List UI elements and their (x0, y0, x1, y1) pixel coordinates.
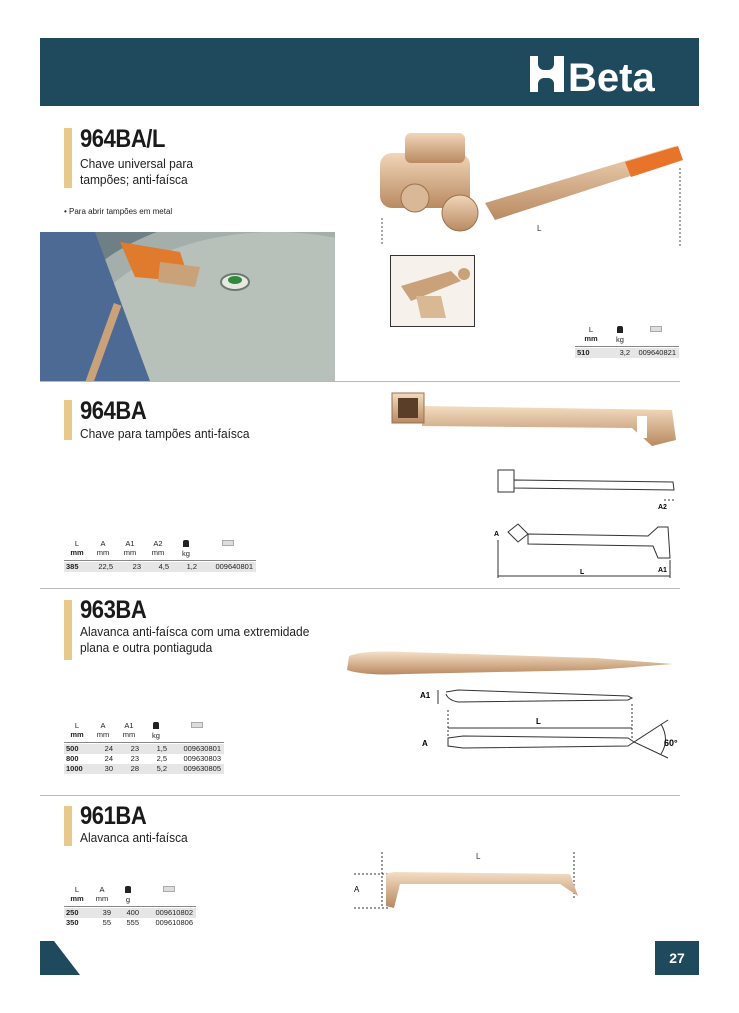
beta-logo (526, 50, 686, 98)
product-code-964bal: 964BA/L (80, 125, 165, 153)
footer-corner-tab (40, 941, 80, 975)
drum-photo (40, 232, 335, 381)
svg-text:A1: A1 (420, 691, 431, 700)
section-divider (40, 795, 680, 796)
dimension-label-l: L (476, 852, 481, 861)
product-image-961ba (350, 848, 580, 914)
svg-text:A: A (494, 531, 500, 538)
feature-bullet: • Para abrir tampões em metal (64, 207, 173, 216)
weight-icon (617, 326, 623, 333)
svg-text:60°: 60° (664, 738, 678, 748)
section-accent-bar (64, 400, 72, 440)
section-accent-bar (64, 128, 72, 188)
weight-icon (183, 540, 189, 547)
svg-text:L: L (536, 717, 541, 726)
technical-drawing-964ba (488, 462, 683, 582)
svg-text:A: A (354, 885, 360, 894)
product-code-964ba: 964BA (80, 397, 147, 425)
page-number: 27 (655, 941, 699, 975)
table-row: 800 24 23 2,5 009630803 (66, 754, 221, 763)
table-row: 250 39 400 009610802 (64, 908, 196, 918)
table-row: 385 22,5 23 4,5 1,2 009640801 (64, 562, 256, 572)
product-description: Chave universal para tampões; anti-faísca (80, 156, 194, 187)
code-icon (163, 886, 175, 892)
section-divider (40, 381, 680, 382)
svg-text:Beta: Beta (568, 56, 655, 98)
code-icon (222, 540, 234, 546)
svg-text:A2: A2 (658, 504, 667, 511)
code-icon (191, 722, 203, 728)
technical-drawing-963ba (418, 680, 690, 760)
product-description: Chave para tampões anti-faísca (80, 426, 250, 441)
code-icon (650, 326, 662, 332)
spec-table-964bal: L mm kg 510 3,2 009640821 (575, 326, 679, 358)
spec-table-963ba: L mm A mm A1 mm kg 500 24 23 1,5 009630801 800 24 23 2,5 009630803 1000 30 28 5,2 009630805 (64, 722, 224, 774)
section-accent-bar (64, 806, 72, 846)
product-code-961ba: 961BA (80, 802, 147, 830)
product-image-963ba (345, 648, 675, 680)
svg-text:L: L (580, 569, 585, 576)
table-row: 1000 30 28 5,2 009630805 (64, 764, 224, 774)
section-accent-bar (64, 600, 72, 660)
svg-text:A1: A1 (658, 567, 667, 574)
product-code-963ba: 963BA (80, 596, 147, 624)
weight-icon (153, 722, 159, 729)
detail-inset-image (390, 255, 475, 327)
weight-icon (125, 886, 131, 893)
table-row: 350 55 555 009610806 (66, 918, 193, 927)
product-image-964bal (375, 128, 695, 248)
product-image-964ba (382, 388, 680, 458)
product-description: Alavanca anti-faísca (80, 830, 188, 845)
table-row: 510 3,2 009640821 (575, 348, 679, 358)
spec-table-961ba: L mm A mm g 250 39 400 009610802 350 55 555 009610806 (64, 886, 196, 928)
dimension-label-l: L (537, 224, 542, 233)
section-divider (40, 588, 680, 589)
product-description: Alavanca anti-faísca com uma extremidade plana e outra pontiaguda (80, 624, 310, 655)
table-row: 500 24 23 1,5 009630801 (64, 744, 224, 754)
spec-table-964ba: L mm A mm A1 mm A2 mm kg 385 22,5 23 4,5 1,2 009640801 (64, 540, 256, 572)
svg-text:A: A (422, 739, 428, 748)
